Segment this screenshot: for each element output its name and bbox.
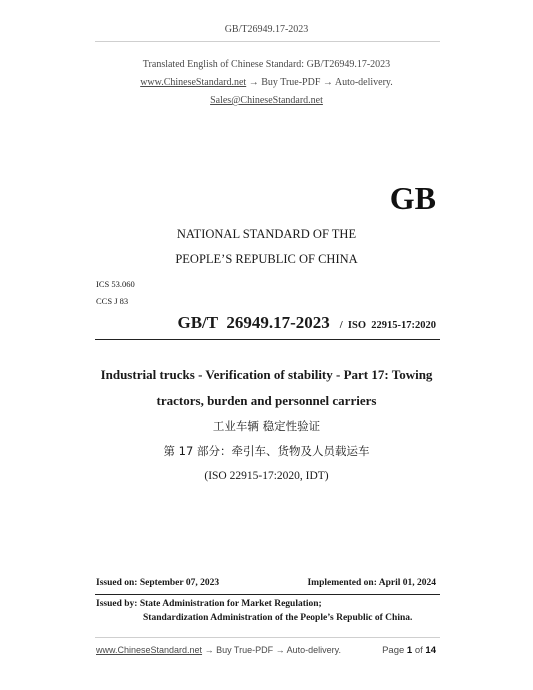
idt-note: (ISO 22915-17:2020, IDT) bbox=[204, 470, 329, 482]
banner-line3 bbox=[0, 95, 533, 106]
footer-left bbox=[96, 645, 341, 655]
banner-line1: Translated English of Chinese Standard: GB/T26949.17-2023 bbox=[142, 59, 391, 70]
ics-code: ICS 53.060 bbox=[96, 279, 135, 289]
page-of: of bbox=[414, 645, 423, 656]
title-rule bbox=[95, 339, 440, 340]
footer-rule bbox=[95, 637, 440, 638]
banner-email-link[interactable]: Sales@ChineseStandard.net bbox=[210, 95, 323, 106]
standard-number: GB/T 26949.17-2023 bbox=[177, 313, 330, 332]
banner-site-rest: → Buy True-PDF → Auto-delivery. bbox=[246, 77, 393, 88]
banner-line2 bbox=[0, 77, 533, 88]
issued-rule bbox=[95, 594, 440, 595]
title-zh-line1: 工业车辆 稳定性验证 bbox=[212, 419, 321, 433]
ccs-code: CCS J 83 bbox=[96, 296, 129, 306]
header-rule bbox=[95, 41, 440, 42]
issued-by-line1: Issued by: State Administration for Market Regulation; bbox=[96, 599, 322, 609]
implemented-on: Implemented on: April 01, 2024 bbox=[307, 578, 436, 588]
page-indicator bbox=[382, 645, 436, 656]
page-label: Page bbox=[382, 645, 405, 656]
issued-on: Issued on: September 07, 2023 bbox=[96, 578, 220, 588]
national-line2: PEOPLE’S REPUBLIC OF CHINA bbox=[175, 252, 358, 266]
national-line1: NATIONAL STANDARD OF THE bbox=[176, 227, 357, 241]
banner-site-link[interactable]: www.ChineseStandard.net bbox=[140, 77, 247, 88]
title-en-line2: tractors, burden and personnel carriers bbox=[156, 393, 377, 408]
footer-site-link[interactable]: www.ChineseStandard.net bbox=[96, 645, 203, 655]
gb-logo: GB bbox=[389, 180, 436, 216]
iso-equivalent: / ISO 22915-17:2020 bbox=[339, 320, 436, 331]
title-en-line1: Industrial trucks - Verification of stability - Part 17: Towing bbox=[100, 367, 433, 382]
title-zh-line2: 第 17 部分：牵引车、货物及人员载运车 bbox=[163, 444, 370, 458]
page-current: 1 bbox=[406, 645, 413, 656]
standard-number-line bbox=[178, 313, 437, 333]
issued-by-line2: Standardization Administration of the People’s Republic of China. bbox=[143, 613, 413, 623]
footer-site-rest: → Buy True-PDF → Auto-delivery. bbox=[202, 645, 341, 655]
page-total: 14 bbox=[425, 645, 436, 656]
running-header: GB/T26949.17-2023 bbox=[224, 24, 309, 35]
